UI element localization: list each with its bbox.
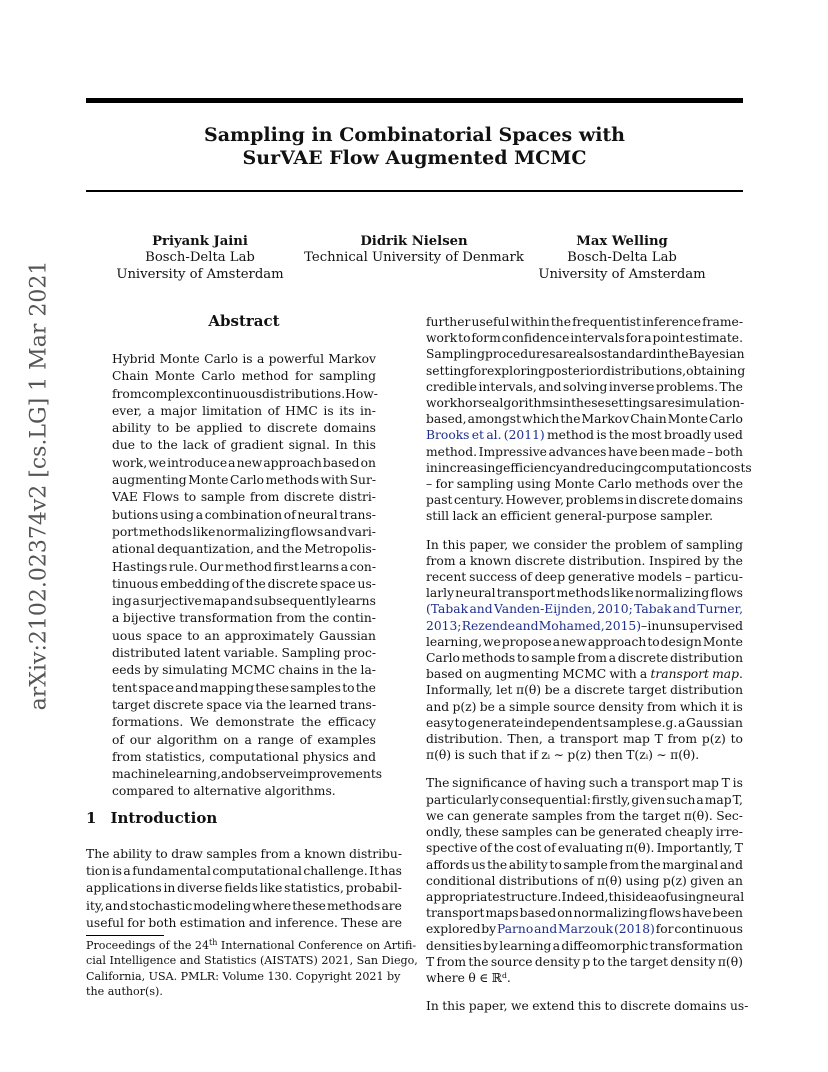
text-line: In this paper, we extend this to discrete domains us- [426, 999, 749, 1014]
author-name: Didrik Nielsen [360, 234, 468, 249]
abstract-line: port methods like normalizing flows and vari- [112, 524, 376, 539]
citation-link[interactable]: Brooks [426, 428, 470, 443]
text-line: distribution. Then, a transport map T from p(z) to [426, 732, 743, 747]
text-line: appropriate structure. Indeed, this idea of using neural [426, 889, 745, 904]
intro-line: useful for both estimation and inference. These are [86, 915, 402, 930]
abstract-line: work, we introduce a new approach based on [112, 455, 376, 470]
abstract-line: tinuous embedding of the discrete space us- [112, 576, 376, 591]
introduction-text [86, 846, 402, 932]
abstract-line: tent space and mapping these samples to the [112, 680, 376, 695]
abstract-line: butions using a combination of neural trans- [112, 507, 376, 522]
abstract-line: due to the lack of gradient signal. In this [112, 438, 376, 453]
footnote-line [86, 984, 402, 999]
author-block-3 [532, 234, 712, 283]
author-affiliation: Bosch-Delta Lab [567, 250, 677, 266]
abstract-line: from complex continuous distributions. How- [112, 386, 378, 401]
footnote-superscript: th [209, 938, 218, 947]
right-column-text [426, 314, 752, 1026]
abstract-line: Chain Monte Carlo method for sampling [112, 369, 376, 384]
intro-line: tion is a fundamental computational challenge. It has [86, 864, 402, 879]
citation-link[interactable]: and [534, 922, 558, 937]
author-affiliation: Bosch-Delta Lab [145, 250, 255, 266]
arxiv-identifier-text: arXiv:2102.02374v2 [cs.LG] 1 Mar 2021 [26, 260, 52, 711]
abstract-line: VAE Flows to sample from discrete distri- [112, 490, 376, 505]
citation-link[interactable]: and [672, 602, 696, 617]
title-top-rule [86, 98, 743, 103]
citation-link[interactable]: Vanden-Eijnden, [494, 602, 596, 617]
text-line: further useful within the frequentist inference frame- [426, 315, 743, 329]
text-line: we can generate samples from the target π(θ). Sec- [426, 808, 743, 823]
author-block-1 [110, 234, 290, 283]
text-line: Carlo methods to sample from a discrete distribution [426, 651, 743, 666]
abstract-line: distributed latent variable. Sampling proc- [112, 646, 376, 661]
text-line: based, amongst which the Markov Chain Monte Carlo [426, 412, 743, 427]
text-line: conditional distributions of π(θ) using p(z) given an [426, 873, 743, 888]
citation-link[interactable]: Rezende [461, 618, 516, 633]
author-affiliation: Technical University of Denmark [304, 250, 524, 266]
section-title: Introduction [110, 809, 218, 827]
footnote [86, 938, 418, 1000]
text-line: 2013; Rezende and Mohamed, 2015)– in unsupervised [426, 618, 743, 633]
text-line: in increasing efficiency and reducing computation costs [426, 460, 752, 475]
paragraph [426, 775, 743, 986]
abstract-text [112, 351, 383, 801]
paragraph [426, 998, 749, 1014]
paper-title [86, 124, 743, 170]
text-line: still lack an efficient general-purpose sampler. [426, 509, 714, 524]
citation-link[interactable]: et [471, 428, 485, 443]
abstract-line: compared to alternative algorithms. [112, 784, 336, 799]
footnote-text: cial Intelligence and Statistics (AISTATS) 2021, San Diego, [86, 954, 418, 968]
text-line: setting for exploring posterior distributions, obtaining [426, 363, 746, 378]
text-line: transport maps based on normalizing flows have been [426, 906, 743, 921]
text-line: Brooks et al. (2011) method is the most broadly used [426, 428, 743, 443]
citation-link[interactable]: Mohamed, [538, 618, 605, 633]
text-line: credible intervals, and solving inverse problems. The [426, 379, 743, 394]
abstract-line: ational dequantization, and the Metropolis- [112, 542, 376, 557]
footnote-line [86, 953, 418, 968]
abstract-line: from statistics, computational physics and [112, 749, 376, 764]
text-line: recent success of deep generative models – particu- [426, 570, 743, 585]
arxiv-identifier [17, 260, 61, 711]
intro-line: ity, and stochastic modeling where these methods are [86, 898, 402, 913]
text-line: Informally, let π(θ) be a discrete target distribution [426, 683, 743, 698]
abstract-line: ever, a major limitation of HMC is its in- [112, 403, 376, 418]
abstract-line: Hybrid Monte Carlo is a powerful Markov [112, 352, 376, 366]
footnote-line [86, 938, 417, 953]
footnote-rule [86, 935, 164, 936]
citation-link[interactable]: and [469, 602, 493, 617]
citation-link[interactable]: Tabak [634, 602, 672, 617]
author-affiliation: University of Amsterdam [116, 266, 284, 282]
footnote-text: California, USA. PMLR: Volume 130. Copyright 2021 by [86, 969, 401, 983]
intro-line: applications in diverse fields like statistics, probabil- [86, 881, 402, 896]
footnote-text: the author(s). [86, 985, 163, 999]
citation-link[interactable]: 2010; [597, 602, 633, 617]
text-line: In this paper, we consider the problem of sampling [426, 537, 743, 552]
citation-link[interactable]: 2013; [426, 618, 462, 633]
text-line: past century. However, problems in discrete domains [426, 493, 743, 508]
text-line: easy to generate independent samples e.g. a Gaussian [426, 715, 743, 730]
intro-line: The ability to draw samples from a known distribu- [86, 847, 402, 861]
text-line: work to form confidence intervals for a point estimate. [426, 331, 743, 346]
citation-link[interactable]: Turner, [697, 602, 743, 617]
abstract-line: Hastings rule. Our method first learns a con- [112, 559, 376, 574]
section-heading [86, 809, 217, 827]
abstract-heading: Abstract [208, 312, 280, 330]
abstract-line: of our algorithm on a range of examples [112, 732, 376, 747]
text-line: from a known discrete distribution. Inspired by the [426, 553, 743, 568]
paragraph [426, 537, 743, 764]
citation-link[interactable]: (2018) [613, 922, 655, 937]
title-bottom-rule [86, 190, 743, 192]
title-line: SurVAE Flow Augmented MCMC [242, 147, 587, 169]
citation-link[interactable]: al. [486, 428, 502, 443]
text-line: workhorse algorithms in these settings are simulation- [426, 396, 745, 411]
citation-link[interactable]: and [515, 618, 539, 633]
text-line: T from the source density p to the target density π(θ) [426, 954, 743, 969]
text-line: based on augmenting MCMC with a transport map. [426, 667, 743, 682]
section-number: 1 [86, 809, 97, 827]
text-line: Sampling procedures are also standard in the Bayesian [426, 347, 745, 362]
citation-link[interactable]: (2011) [503, 428, 545, 443]
abstract-line: uous space to an approximately Gaussian [112, 628, 376, 643]
author-affiliation: University of Amsterdam [538, 266, 706, 282]
footnote-line [86, 969, 402, 984]
text-line: where θ ∈ ℝᵈ. [426, 970, 511, 985]
title-line: Sampling in Combinatorial Spaces with [203, 124, 625, 146]
footnote-text: Proceedings of the 24 [86, 939, 210, 952]
text-line: method. Impressive advances have been made – both [426, 444, 743, 459]
text-line: π(θ) is such that if zᵢ ∼ p(z) then T(zᵢ) ∼ π(θ). [426, 748, 700, 763]
text-line: explored by Parno and Marzouk (2018) for continuous [426, 922, 743, 937]
abstract-line: augmenting Monte Carlo methods with Sur- [112, 473, 376, 488]
abstract-line: eeds by simulating MCMC chains in the la- [112, 663, 376, 678]
text-line: and p(z) be a simple source density from which it is [426, 699, 743, 714]
footnote-text: International Conference on Artifi- [217, 939, 417, 952]
author-name: Max Welling [576, 234, 668, 249]
text-line: affords us the ability to sample from the marginal and [426, 857, 743, 872]
abstract-line: ability to be applied to discrete domains [112, 421, 376, 436]
abstract-line: formations. We demonstrate the efficacy [112, 715, 376, 730]
citation-link[interactable]: Marzouk [558, 922, 614, 937]
abstract-line: ing a surjective map and subsequently learns [112, 594, 376, 609]
author-block-2 [304, 234, 524, 267]
text-line: spective of the cost of evaluating π(θ). Importantly, T [426, 841, 743, 856]
text-line: ondly, these samples can be generated cheaply irre- [426, 825, 743, 840]
text-line: larly neural transport methods like normalizing flows [426, 586, 743, 601]
text-line: particularly consequential: firstly, given such a map T, [426, 792, 743, 807]
abstract-line: machine learning, and observe improvements [112, 767, 383, 782]
text-line: learning, we propose a new approach to design Monte [426, 634, 743, 649]
citation-link[interactable]: 2015) [604, 618, 642, 633]
text-line [426, 601, 743, 617]
abstract-line: target discrete space via the learned trans- [112, 697, 376, 712]
abstract-line: a bijective transformation from the contin- [112, 611, 376, 626]
citation-link[interactable]: Parno [496, 922, 534, 937]
paragraph [426, 314, 752, 525]
text-line: densities by learning a diffeomorphic transformation [426, 938, 743, 953]
author-name: Priyank Jaini [152, 234, 248, 249]
citation-link[interactable]: (Tabak [426, 602, 469, 617]
text-line: The significance of having such a transport map T is [426, 776, 743, 791]
text-line: – for sampling using Monte Carlo methods over the [426, 477, 743, 492]
